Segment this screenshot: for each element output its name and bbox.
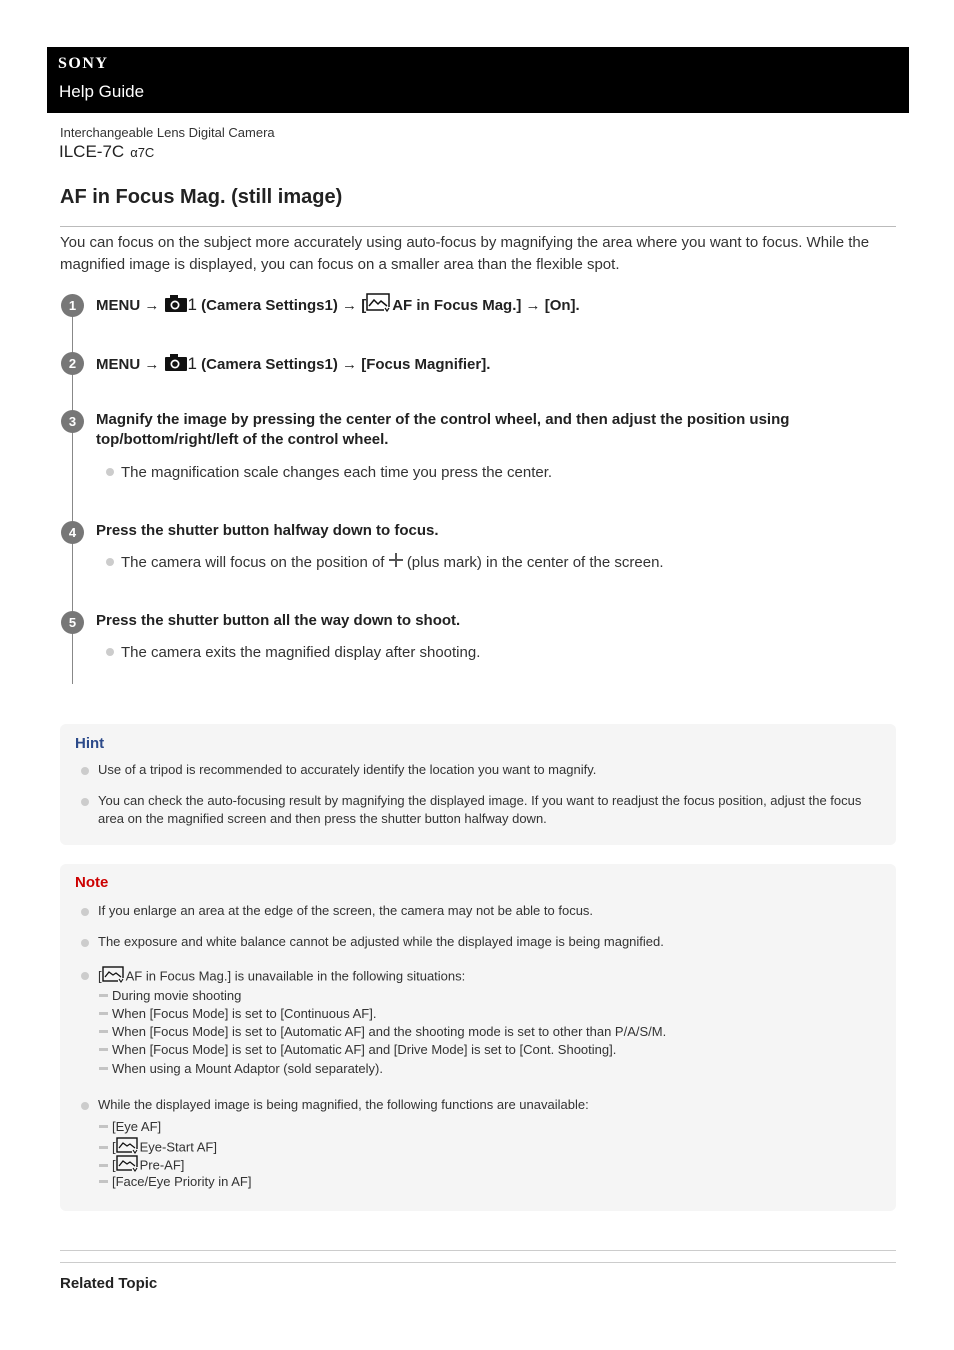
dash-bullet (99, 1030, 108, 1033)
hint-item-text: You can check the auto-focusing result by magnifying the displayed image. If you want to readjust the focus position, adjust the focus area on the magnified screen and then press the shutter button halfway down. (98, 793, 862, 826)
plus-mark-icon (389, 553, 403, 573)
note-sub-item (99, 1173, 251, 1191)
step-number-1: 1 (61, 294, 84, 317)
note-title: Note (75, 874, 109, 891)
dash-bullet (99, 1048, 108, 1051)
dash-bullet (99, 1012, 108, 1015)
help-guide-title[interactable]: Help Guide (59, 82, 145, 101)
step-3-text: Magnify the image by pressing the center of the control wheel, and then adjust the position using top/bottom/right/left of the control wheel. (96, 411, 790, 448)
section-divider (60, 1262, 896, 1263)
note-sub-text: When [Focus Mode] is set to [Automatic AF] and the shooting mode is set to other than P/A/S/M. (112, 1024, 667, 1039)
note-item-text: If you enlarge an area at the edge of the screen, the camera may not be able to focus. (98, 903, 594, 918)
dash-bullet (99, 1067, 108, 1070)
step-number-2: 2 (61, 352, 84, 375)
step-5-note (106, 643, 866, 663)
step-number-3: 3 (61, 410, 84, 433)
bullet-dot (106, 558, 114, 566)
note-sub-text: During movie shooting (112, 988, 242, 1003)
sony-logo[interactable]: SONY (58, 55, 109, 72)
step-1-post: AF in Focus Mag.] → [On]. (392, 296, 580, 314)
bullet-dot (81, 908, 89, 916)
step-3-note (106, 463, 866, 483)
hint-title: Hint (75, 735, 105, 752)
step-3-note-text: The magnification scale changes each time you press the center. (121, 464, 553, 481)
hint-box (60, 724, 896, 845)
step-5-text: Press the shutter button all the way down to shoot. (96, 612, 461, 629)
step-4-note-post: (plus mark) in the center of the screen. (406, 554, 664, 571)
bullet-dot (81, 939, 89, 947)
dash-bullet (99, 1146, 108, 1149)
page-title: AF in Focus Mag. (still image) (60, 186, 343, 208)
note-item-bracket: [ (98, 968, 102, 984)
header-bar (47, 47, 909, 113)
hint-item (98, 792, 888, 828)
note-item (98, 933, 888, 951)
note-sub-text: Eye-Start AF] (139, 1139, 217, 1155)
hint-item-text: Use of a tripod is recommended to accurately identify the location you want to magnify. (98, 762, 597, 777)
still-image-icon (366, 293, 392, 319)
note-box (60, 864, 896, 1211)
step-2-menu: MENU → (96, 355, 160, 373)
step-1-text (96, 293, 876, 319)
note-sub-item (99, 1060, 383, 1078)
bullet-dot (81, 798, 89, 806)
camera-icon (164, 293, 188, 319)
note-sub-item (99, 1005, 376, 1023)
step-5-note-text: The camera exits the magnified display after shooting. (121, 644, 481, 661)
model-name (59, 142, 154, 162)
intro-paragraph: You can focus on the subject more accurately using auto-focus by magnifying the area where you want to focus. While the magnified image is displayed, you can focus on a smaller area than the flexible spot. (60, 234, 870, 273)
step-2-post: (Camera Settings1) → [Focus Magnifier]. (201, 355, 491, 373)
note-sub-text: When [Focus Mode] is set to [Automatic AF] and [Drive Mode] is set to [Cont. Shooting]. (112, 1042, 617, 1057)
hint-item (98, 761, 888, 779)
model-code: ILCE-7C (59, 142, 125, 161)
step-number-5: 5 (61, 611, 84, 634)
alpha-name: α7C (130, 145, 155, 160)
note-sub-item (99, 1023, 666, 1041)
note-sub-text: [Face/Eye Priority in AF] (112, 1174, 252, 1189)
bullet-dot (106, 648, 114, 656)
note-sub-item (99, 987, 241, 1005)
note-item (98, 966, 888, 988)
camera-settings-num: 1 (187, 353, 197, 373)
product-line: Interchangeable Lens Digital Camera (60, 125, 275, 140)
note-sub-text: [Eye AF] (112, 1119, 162, 1134)
camera-settings-num: 1 (187, 294, 197, 314)
dash-bullet (99, 994, 108, 997)
bullet-dot (81, 767, 89, 775)
step-4-note-pre: The camera will focus on the position of (121, 554, 385, 571)
note-item-text: The exposure and white balance cannot be adjusted while the displayed image is being magnified. (98, 934, 664, 949)
note-item-text: AF in Focus Mag.] is unavailable in the following situations: (125, 968, 466, 984)
dash-bullet (99, 1164, 108, 1167)
title-divider (60, 226, 896, 227)
note-sub-item (99, 1118, 161, 1136)
note-sub-text: When [Focus Mode] is set to [Continuous AF]. (112, 1006, 377, 1021)
section-divider (60, 1250, 896, 1251)
step-4-note (106, 553, 866, 573)
note-item-text: While the displayed image is being magnified, the following functions are unavailable: (98, 1097, 589, 1112)
note-sub-item (99, 1041, 616, 1059)
note-sub-bracket: [ (112, 1139, 116, 1155)
step-1-menu: MENU → (96, 296, 160, 314)
step-4-text: Press the shutter button halfway down to focus. (96, 522, 439, 539)
dash-bullet (99, 1125, 108, 1128)
note-item (98, 1096, 888, 1114)
note-sub-text: When using a Mount Adaptor (sold separately). (112, 1061, 383, 1076)
dash-bullet (99, 1180, 108, 1183)
related-topic-heading: Related Topic (60, 1275, 158, 1292)
bullet-dot (106, 468, 114, 476)
camera-icon (164, 352, 188, 378)
bullet-dot (81, 1102, 89, 1110)
note-sub-text: Pre-AF] (139, 1157, 185, 1173)
step-1-mid: (Camera Settings1) → [ (201, 296, 367, 314)
step-number-4: 4 (61, 521, 84, 544)
bullet-dot (81, 972, 89, 980)
step-2-text (96, 352, 876, 378)
note-item (98, 902, 888, 920)
note-sub-bracket: [ (112, 1157, 116, 1173)
still-image-icon (102, 966, 126, 988)
